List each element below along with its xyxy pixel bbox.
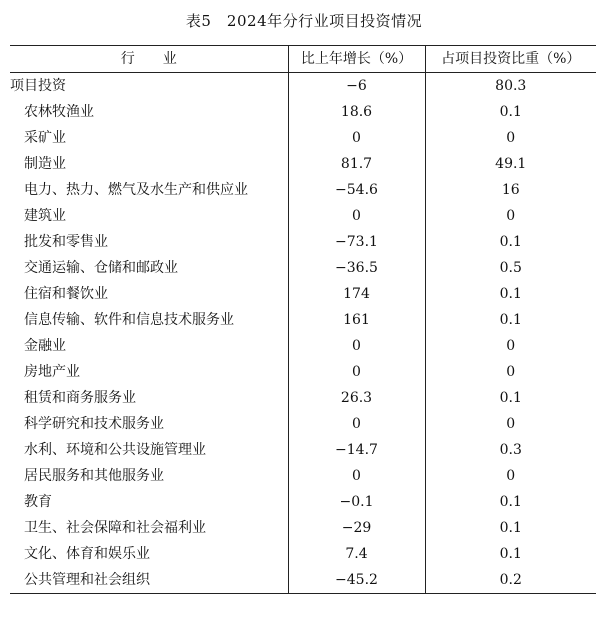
share-cell: 0.1 xyxy=(499,312,522,328)
table-row xyxy=(10,307,596,333)
growth-cell: 0 xyxy=(288,463,425,489)
table-row xyxy=(10,385,596,411)
industry-cell: 居民服务和其他服务业 xyxy=(10,463,288,489)
industry-cell: 电力、热力、燃气及水生产和供应业 xyxy=(10,177,288,203)
industry-cell: 交通运输、仓储和邮政业 xyxy=(10,255,288,281)
share-cell: 0 xyxy=(506,130,516,146)
header-growth: 比上年增长（%） xyxy=(288,46,425,73)
share-cell: 0.3 xyxy=(499,442,522,458)
industry-cell: 项目投资 xyxy=(10,73,288,100)
growth-cell: 7.4 xyxy=(288,541,425,567)
table-row xyxy=(10,541,596,567)
growth-cell: 0 xyxy=(288,411,425,437)
growth-cell: 161 xyxy=(288,307,425,333)
growth-cell: 26.3 xyxy=(288,385,425,411)
share-cell: 0.1 xyxy=(499,494,522,510)
table-row xyxy=(10,177,596,203)
table-row xyxy=(10,463,596,489)
growth-cell: 174 xyxy=(288,281,425,307)
share-cell: 16 xyxy=(501,182,520,198)
table-row xyxy=(10,229,596,255)
industry-cell: 卫生、社会保障和社会福利业 xyxy=(10,515,288,541)
growth-cell: 0 xyxy=(288,203,425,229)
table-row xyxy=(10,99,596,125)
industry-cell: 农林牧渔业 xyxy=(10,99,288,125)
share-cell: 0 xyxy=(506,338,516,354)
table-row xyxy=(10,281,596,307)
investment-by-industry-table xyxy=(10,45,596,594)
industry-cell: 公共管理和社会组织 xyxy=(10,567,288,594)
growth-cell: 0 xyxy=(288,359,425,385)
header-share: 占项目投资比重（%） xyxy=(441,51,581,67)
growth-cell: −6 xyxy=(288,73,425,100)
header-industry: 行 业 xyxy=(10,46,288,73)
table-row xyxy=(10,203,596,229)
industry-cell: 文化、体育和娱乐业 xyxy=(10,541,288,567)
growth-cell: 0 xyxy=(288,125,425,151)
industry-cell: 信息传输、软件和信息技术服务业 xyxy=(10,307,288,333)
growth-cell: 81.7 xyxy=(288,151,425,177)
share-cell: 0.1 xyxy=(499,104,522,120)
share-cell: 0.1 xyxy=(499,234,522,250)
industry-cell: 采矿业 xyxy=(10,125,288,151)
industry-cell: 教育 xyxy=(10,489,288,515)
share-cell: 0 xyxy=(506,364,516,380)
table-row xyxy=(10,437,596,463)
industry-cell: 批发和零售业 xyxy=(10,229,288,255)
table-row xyxy=(10,151,596,177)
table-row xyxy=(10,333,596,359)
industry-cell: 制造业 xyxy=(10,151,288,177)
share-cell: 0.1 xyxy=(499,286,522,302)
share-cell: 0.2 xyxy=(499,572,522,588)
growth-cell: −29 xyxy=(288,515,425,541)
share-cell: 49.1 xyxy=(495,156,527,172)
industry-cell: 房地产业 xyxy=(10,359,288,385)
table-body xyxy=(10,73,596,594)
table-header-row xyxy=(10,46,596,73)
industry-cell: 建筑业 xyxy=(10,203,288,229)
growth-cell: 18.6 xyxy=(288,99,425,125)
table-row xyxy=(10,489,596,515)
table-row xyxy=(10,567,596,594)
industry-cell: 水利、环境和公共设施管理业 xyxy=(10,437,288,463)
industry-cell: 科学研究和技术服务业 xyxy=(10,411,288,437)
industry-cell: 金融业 xyxy=(10,333,288,359)
growth-cell: −73.1 xyxy=(288,229,425,255)
table-row xyxy=(10,359,596,385)
table-row xyxy=(10,73,596,100)
industry-cell: 租赁和商务服务业 xyxy=(10,385,288,411)
growth-cell: −14.7 xyxy=(288,437,425,463)
table-title: 表5 2024年分行业项目投资情况 xyxy=(185,12,423,30)
share-cell: 0 xyxy=(506,468,516,484)
table-row xyxy=(10,125,596,151)
table-row xyxy=(10,411,596,437)
share-cell: 0 xyxy=(506,416,516,432)
share-cell: 0.1 xyxy=(499,546,522,562)
growth-cell: −0.1 xyxy=(288,489,425,515)
share-cell: 80.3 xyxy=(495,78,527,94)
growth-cell: −45.2 xyxy=(288,567,425,594)
growth-cell: −36.5 xyxy=(288,255,425,281)
share-cell: 0.1 xyxy=(499,390,522,406)
industry-cell: 住宿和餐饮业 xyxy=(10,281,288,307)
share-cell: 0.1 xyxy=(499,520,522,536)
table-row xyxy=(10,255,596,281)
share-cell: 0.5 xyxy=(499,260,522,276)
growth-cell: −54.6 xyxy=(288,177,425,203)
share-cell: 0 xyxy=(506,208,516,224)
table-row xyxy=(10,515,596,541)
growth-cell: 0 xyxy=(288,333,425,359)
